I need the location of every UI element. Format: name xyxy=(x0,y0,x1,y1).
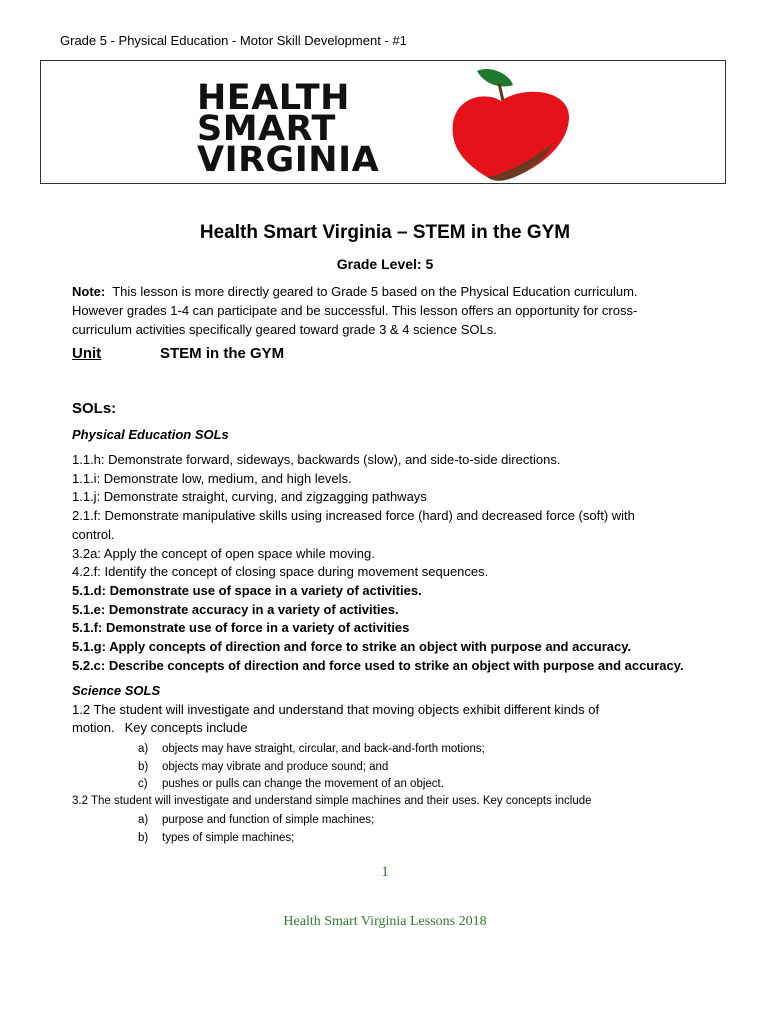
logo-line-smart: SMART xyxy=(197,109,336,149)
sol-1-2-line-1: 1.2 The student will investigate and understand that moving objects exhibit different kinds of xyxy=(72,702,600,717)
sub-list-text: pushes or pulls can change the movement of an object. xyxy=(162,778,444,790)
sub-list-marker: a) xyxy=(138,814,149,826)
running-header: Grade 5 - Physical Education - Motor Skill Development - #1 xyxy=(60,33,407,48)
sub-list-item xyxy=(138,759,485,777)
unit-value: STEM in the GYM xyxy=(160,345,285,362)
note-paragraph xyxy=(72,282,712,339)
sub-list-marker: b) xyxy=(138,760,149,773)
logo-text xyxy=(197,78,380,180)
sol-3-2-sublist xyxy=(138,812,374,847)
pe-sol-item: 4.2.f: Identify the concept of closing space during movement sequences. xyxy=(72,564,489,580)
apple-leaf xyxy=(477,69,513,87)
logo-box xyxy=(40,60,726,184)
pe-sol-item: 5.1.g: Apply concepts of direction and force to strike an object with purpose and accuracy. xyxy=(72,639,632,655)
sub-list-item xyxy=(138,830,374,848)
pe-sol-item: 3.2a: Apply the concept of open space while moving. xyxy=(72,545,375,561)
science-sol-3-2: 3.2 The student will investigate and understand simple machines and their uses. Key concepts include xyxy=(72,795,592,807)
pe-sol-item: control. xyxy=(72,526,115,542)
sol-1-2-motion: motion. xyxy=(72,720,115,735)
grade-level: Grade Level: 5 xyxy=(336,256,434,272)
sub-list-text: objects may have straight, circular, and back-and-forth motions; xyxy=(162,743,485,755)
page-number: 1 xyxy=(381,864,389,880)
pe-sol-item: 5.1.d: Demonstrate use of space in a variety of activities. xyxy=(72,582,422,598)
pe-sol-item: 1.1.h: Demonstrate forward, sideways, backwards (slow), and side-to-side directions. xyxy=(72,452,561,467)
apple-body xyxy=(453,92,570,181)
note-label: Note: xyxy=(72,284,106,299)
unit-label: Unit xyxy=(72,345,102,362)
sol-1-2-key-concepts: Key concepts include xyxy=(124,720,248,735)
note-text-1: This lesson is more directly geared to Grade 5 based on the Physical Education curriculum. xyxy=(112,284,638,299)
pe-sol-item: 5.1.f: Demonstrate use of force in a variety of activities xyxy=(72,620,410,636)
pe-sols-heading: Physical Education SOLs xyxy=(72,427,229,442)
logo-line-virginia: VIRGINIA xyxy=(197,140,380,180)
sub-list-text: purpose and function of simple machines; xyxy=(162,814,375,826)
pe-sol-item: 1.1.j: Demonstrate straight, curving, and zigzagging pathways xyxy=(72,489,427,505)
apple-icon xyxy=(413,67,573,183)
pe-sol-item: 5.1.e: Demonstrate accuracy in a variety of activities. xyxy=(72,601,399,617)
pe-sol-item: 5.2.c: Describe concepts of direction and force used to strike an object with purpose and accuracy. xyxy=(72,657,684,673)
science-sols-heading: Science SOLS xyxy=(72,683,161,698)
logo-line-health: HEALTH xyxy=(197,78,350,118)
sub-list-marker: c) xyxy=(138,778,148,790)
pe-sol-item: 1.1.i: Demonstrate low, medium, and high levels. xyxy=(72,470,352,486)
sub-list-item xyxy=(138,741,485,759)
note-line-3: curriculum activities specifically geared toward grade 3 & 4 science SOLs. xyxy=(72,322,497,337)
sub-list-item xyxy=(138,776,485,794)
sol-1-2-line-2 xyxy=(72,719,712,737)
sols-heading: SOLs: xyxy=(72,400,117,417)
note-line-2: However grades 1-4 can participate and be successful. This lesson offers an opportunity for cross- xyxy=(72,303,638,318)
sub-list-marker: b) xyxy=(138,831,149,844)
sol-1-2-sublist xyxy=(138,741,485,794)
sub-list-marker: a) xyxy=(138,743,149,755)
unit-row xyxy=(72,345,284,362)
page-title: Health Smart Virginia – STEM in the GYM xyxy=(199,222,571,243)
sub-list-text: types of simple machines; xyxy=(162,831,295,844)
sub-list-text: objects may vibrate and produce sound; and xyxy=(162,760,389,773)
pe-sol-item: 2.1.f: Demonstrate manipulative skills using increased force (hard) and decreased force (soft) with xyxy=(72,508,635,524)
science-sol-1-2 xyxy=(72,701,712,737)
note-line-1 xyxy=(72,282,712,301)
pe-sols-list xyxy=(72,451,712,675)
footer: Health Smart Virginia Lessons 2018 xyxy=(283,914,487,929)
sub-list-item xyxy=(138,812,374,830)
